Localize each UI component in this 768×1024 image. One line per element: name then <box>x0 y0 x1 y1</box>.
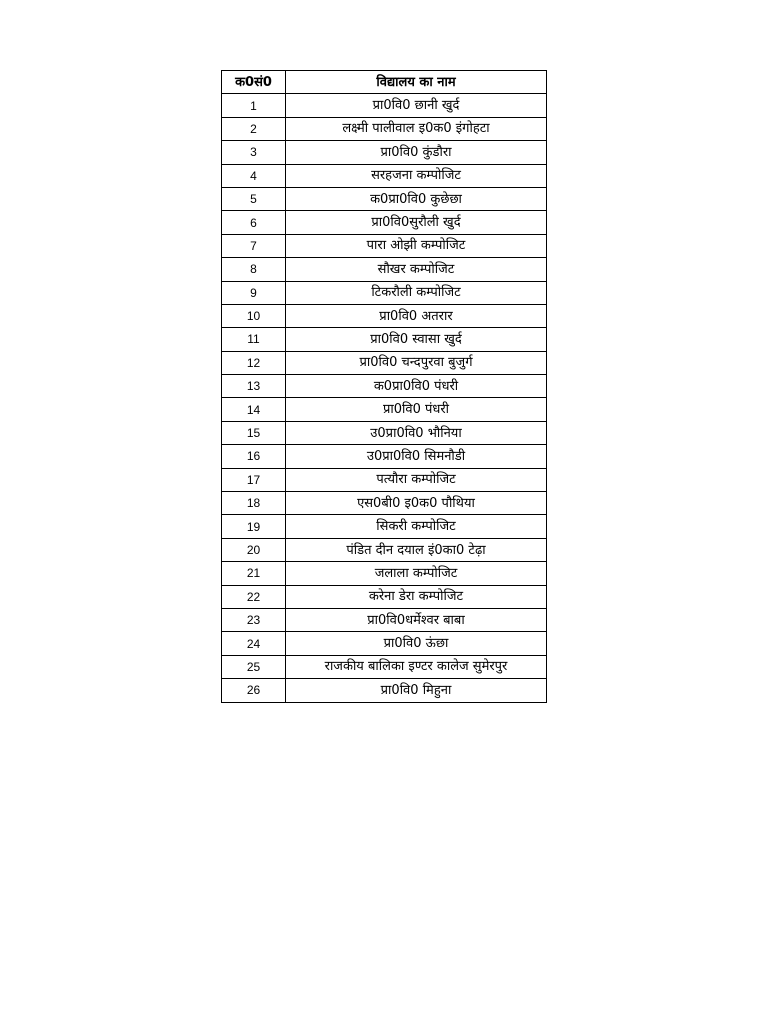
school-name-cell: सरहजना कम्पोजिट <box>286 164 547 187</box>
serial-number-cell: 16 <box>222 445 286 468</box>
table-row <box>222 234 547 257</box>
table-row <box>222 421 547 444</box>
school-name-cell: राजकीय बालिका इण्टर कालेज सुमेरपुर <box>286 655 547 678</box>
school-name-cell: उ0प्रा0वि0 भौनिया <box>286 421 547 444</box>
table-row <box>222 562 547 585</box>
serial-number-cell: 15 <box>222 421 286 444</box>
serial-number-cell: 7 <box>222 234 286 257</box>
table-row <box>222 375 547 398</box>
serial-number-cell: 20 <box>222 538 286 561</box>
table-row <box>222 468 547 491</box>
school-name-cell: प्रा0वि0 कुंडौरा <box>286 141 547 164</box>
serial-number-cell: 26 <box>222 679 286 702</box>
table-row <box>222 304 547 327</box>
table-row <box>222 492 547 515</box>
serial-number-cell: 23 <box>222 608 286 631</box>
table-row <box>222 328 547 351</box>
school-name-cell: टिकरौली कम्पोजिट <box>286 281 547 304</box>
serial-number-cell: 2 <box>222 117 286 140</box>
table-row <box>222 515 547 538</box>
school-name-cell: पत्यौरा कम्पोजिट <box>286 468 547 491</box>
table-row <box>222 608 547 631</box>
serial-number-cell: 13 <box>222 375 286 398</box>
table-row <box>222 538 547 561</box>
table-row <box>222 351 547 374</box>
school-name-cell: प्रा0वि0 चन्दपुरवा बुजुर्ग <box>286 351 547 374</box>
table-row <box>222 94 547 117</box>
school-name-cell: सौखर कम्पोजिट <box>286 258 547 281</box>
table-row <box>222 187 547 210</box>
school-name-cell: क0प्रा0वि0 कुछेछा <box>286 187 547 210</box>
table-row <box>222 117 547 140</box>
serial-number-cell: 19 <box>222 515 286 538</box>
serial-number-cell: 14 <box>222 398 286 421</box>
school-name-cell: प्रा0वि0 मिहुना <box>286 679 547 702</box>
serial-number-cell: 17 <box>222 468 286 491</box>
school-name-cell: जलाला कम्पोजिट <box>286 562 547 585</box>
serial-number-cell: 25 <box>222 655 286 678</box>
school-name-cell: लक्ष्मी पालीवाल इ0क0 इंगोहटा <box>286 117 547 140</box>
serial-number-cell: 11 <box>222 328 286 351</box>
serial-number-cell: 24 <box>222 632 286 655</box>
serial-number-cell: 21 <box>222 562 286 585</box>
school-name-cell: पारा ओझी कम्पोजिट <box>286 234 547 257</box>
school-name-cell: प्रा0वि0 छानी खुर्द <box>286 94 547 117</box>
serial-number-cell: 3 <box>222 141 286 164</box>
table-row <box>222 679 547 702</box>
table-row <box>222 655 547 678</box>
school-name-cell: सिकरी कम्पोजिट <box>286 515 547 538</box>
serial-number-cell: 1 <box>222 94 286 117</box>
school-name-cell: पंडित दीन दयाल इं0का0 टेढ़ा <box>286 538 547 561</box>
table-body <box>222 94 547 702</box>
table-row <box>222 141 547 164</box>
school-name-cell: प्रा0वि0 अतरार <box>286 304 547 327</box>
table-header-row <box>222 71 547 94</box>
school-name-cell: प्रा0वि0 ऊंछा <box>286 632 547 655</box>
table-row <box>222 281 547 304</box>
serial-number-cell: 8 <box>222 258 286 281</box>
school-name-cell: एस0बी0 इ0क0 पौथिया <box>286 492 547 515</box>
table-row <box>222 398 547 421</box>
school-name-cell: प्रा0वि0 स्वासा खुर्द <box>286 328 547 351</box>
serial-number-cell: 9 <box>222 281 286 304</box>
table-row <box>222 632 547 655</box>
school-name-cell: क0प्रा0वि0 पंधरी <box>286 375 547 398</box>
school-name-cell: प्रा0वि0 पंधरी <box>286 398 547 421</box>
serial-number-cell: 5 <box>222 187 286 210</box>
table-row <box>222 445 547 468</box>
school-name-cell: उ0प्रा0वि0 सिमनौडी <box>286 445 547 468</box>
table-row <box>222 585 547 608</box>
serial-number-cell: 4 <box>222 164 286 187</box>
table-row <box>222 164 547 187</box>
table-row <box>222 211 547 234</box>
school-list-table <box>221 70 547 703</box>
serial-number-cell: 10 <box>222 304 286 327</box>
school-name-header: विद्यालय का नाम <box>286 71 547 94</box>
serial-number-header: क0सं0 <box>222 71 286 94</box>
serial-number-cell: 18 <box>222 492 286 515</box>
serial-number-cell: 22 <box>222 585 286 608</box>
serial-number-cell: 6 <box>222 211 286 234</box>
serial-number-cell: 12 <box>222 351 286 374</box>
school-name-cell: करेना डेरा कम्पोजिट <box>286 585 547 608</box>
school-name-cell: प्रा0वि0सुरौली खुर्द <box>286 211 547 234</box>
school-name-cell: प्रा0वि0धर्मेश्वर बाबा <box>286 608 547 631</box>
table-row <box>222 258 547 281</box>
